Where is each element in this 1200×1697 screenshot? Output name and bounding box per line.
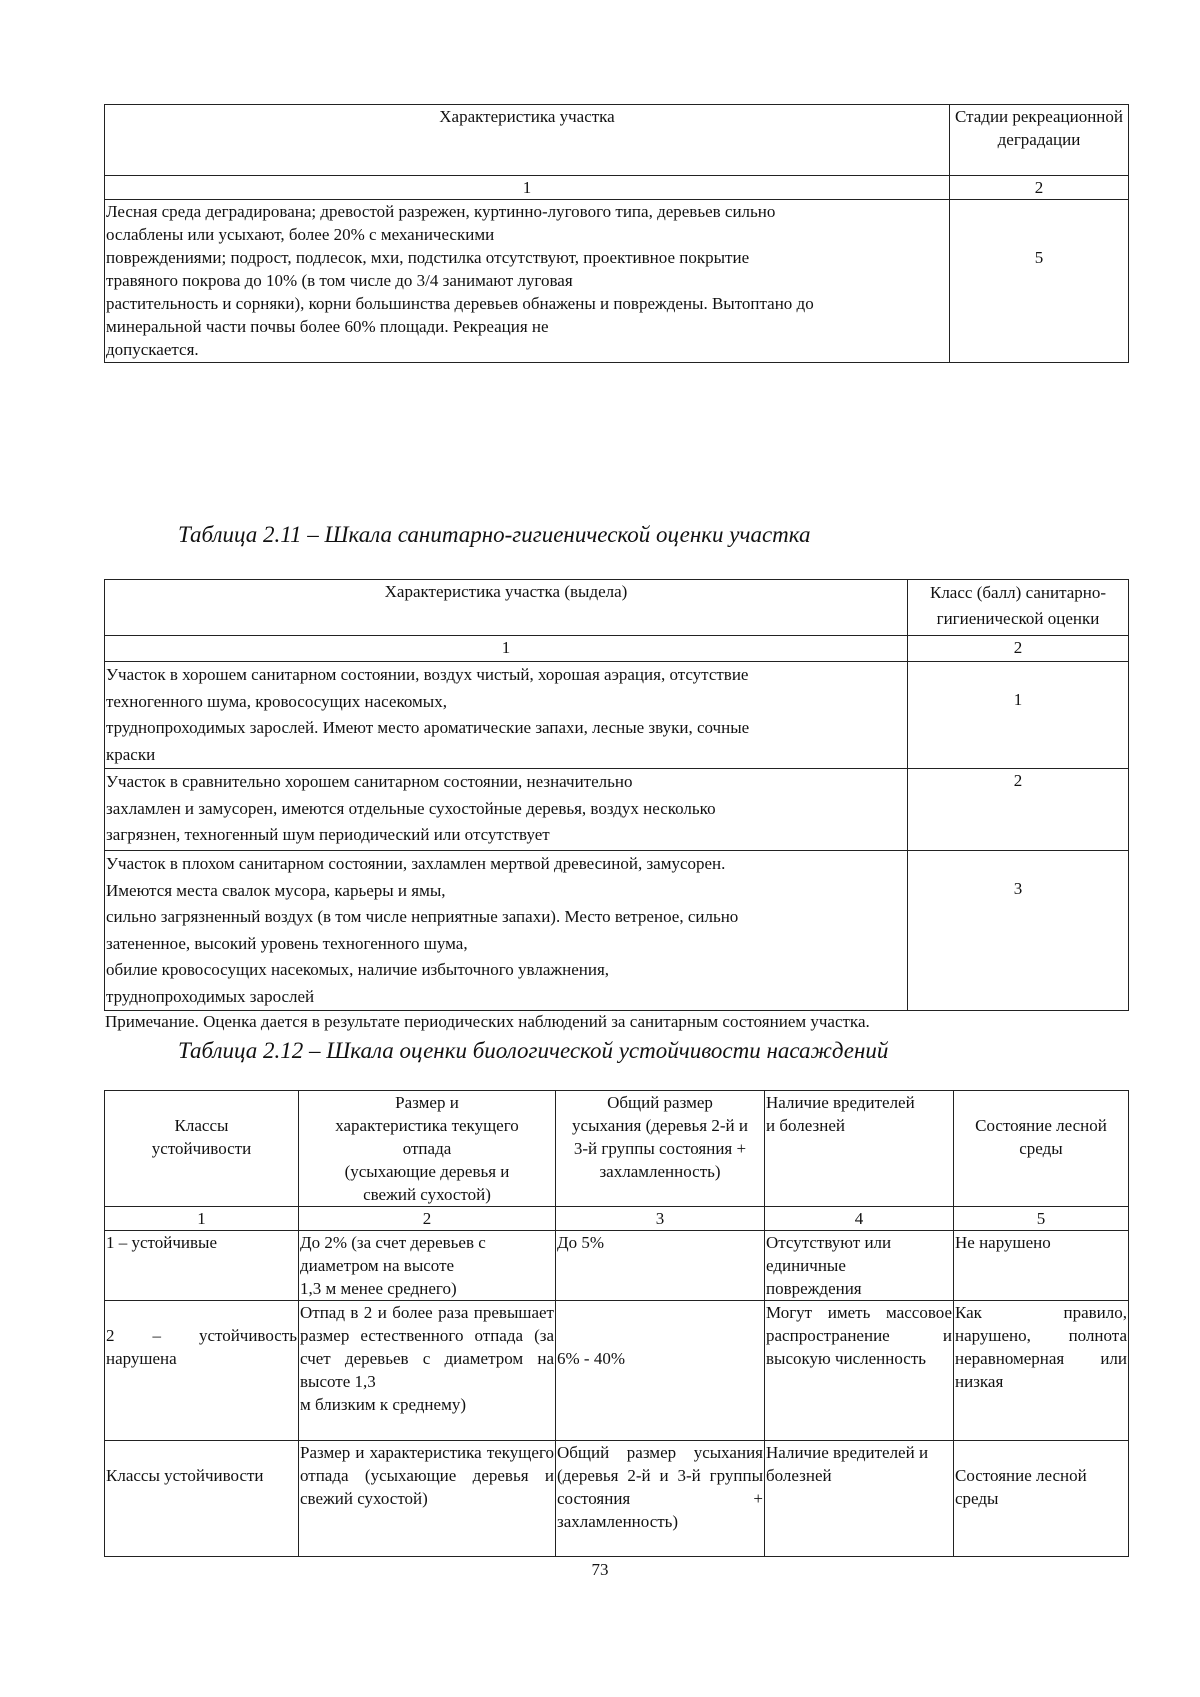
header-total-dieback: Общий размер усыхания (деревья 2-й и 3-й группы состояния + захламленность) [556,1091,765,1207]
table-cell: Не нарушено [954,1231,1129,1301]
header-degradation-stage: Стадии рекреационной деградации [950,105,1129,176]
table-row: Участок в плохом санитарном состоянии, захламлен мертвой древесиной, замусорен. Имеются места свалок мусора, карьеры и ямы, сильно загрязненный воздух (в том числе неприятные запахи). Место ветреное, сильно затененное, высокий уровень техногенного шума, обилие кровососущих насекомых, наличие избыточного увлажнения, труднопроходимых зарослей [105,851,908,1011]
header-sanitary-class: Класс (балл) санитарно-гигиенической оценки [908,580,1129,636]
row-stage-value: 5 [950,200,1129,363]
header-pests-diseases: Наличие вредителей и болезней [765,1091,954,1207]
header-characteristic: Характеристика участка [105,105,950,176]
column-number: 4 [765,1207,954,1231]
table-cell: Размер и характеристика текущего отпада (усыхающие деревья и свежий сухостой) [299,1441,556,1557]
table-row: Участок в сравнительно хорошем санитарном состоянии, незначительно захламлен и замусорен, имеются отдельные сухостойные деревья, воздух несколько загрязнен, техногенный шум периодический или отсутствует [105,769,908,851]
table-2-12-caption: Таблица 2.12 – Шкала оценки биологической устойчивости насаждений [178,1038,889,1063]
row-class-value: 1 [908,662,1129,769]
table-cell: Общий размер усыхания (деревья 2-й и 3-й группы состояния + захламленность) [556,1441,765,1557]
table-cell: Наличие вредителей и болезней [765,1441,954,1557]
table-cell: До 2% (за счет деревьев с диаметром на высоте 1,3 м менее среднего) [299,1231,556,1301]
header-current-dieback: Размер и характеристика текущего отпада (усыхающие деревья и свежий сухостой) [299,1091,556,1207]
header-stability-class: Классы устойчивости [105,1091,299,1207]
column-number: 5 [954,1207,1129,1231]
row-characteristic: Лесная среда деградирована; древостой разрежен, куртинно-лугового типа, деревьев сильно ослаблены или усыхают, более 20% с механическими повреждениями; подрост, подлесок, мхи, подстилка отсутствуют, проективное покрытие травяного покрова до 10% (в том числе до 3/4 занимают луговая растительность и сорняки), корни большинства деревьев обнажены и повреждены. Вытоптано до минеральной части почвы более 60% площади. Рекреация не допускается. [105,200,950,363]
column-number: 2 [950,176,1129,200]
table-cell: Могут иметь массовое распространение и высокую численность [765,1301,954,1441]
header-characteristic: Характеристика участка (выдела) [105,580,908,636]
table-cell: 1 – устойчивые [105,1231,299,1301]
table-row: Участок в хорошем санитарном состоянии, воздух чистый, хорошая аэрация, отсутствие техногенного шума, кровососущих насекомых, труднопроходимых зарослей. Имеют место ароматические запахи, лесные звуки, сочные краски [105,662,908,769]
table-cell: Классы устойчивости [105,1441,299,1557]
table-note: Примечание. Оценка дается в результате периодических наблюдений за санитарным состоянием участка. [105,1012,870,1031]
page-number: 73 [591,1560,609,1579]
biological-stability-table [104,1090,1129,1557]
column-number: 1 [105,176,950,200]
table-cell: До 5% [556,1231,765,1301]
table-cell: Состояние лесной среды [954,1441,1129,1557]
table-cell: 2 – устойчивость нарушена [105,1301,299,1441]
table-cell: Отсутствуют или единичные повреждения [765,1231,954,1301]
table-cell: Отпад в 2 и более раза превышает размер естественного отпада (за счет деревьев с диаметром на высоте 1,3 м близким к среднему) [299,1301,556,1441]
column-number: 1 [105,1207,299,1231]
table-cell: 6% - 40% [556,1301,765,1441]
recreational-degradation-table [104,104,1129,363]
row-class-value: 2 [908,769,1129,851]
column-number: 2 [299,1207,556,1231]
table-cell: Как правило, нарушено, полнота неравномерная или низкая [954,1301,1129,1441]
sanitary-hygienic-table [104,579,1129,1011]
column-number: 2 [908,636,1129,662]
column-number: 3 [556,1207,765,1231]
column-number: 1 [105,636,908,662]
header-forest-environment: Состояние лесной среды [954,1091,1129,1207]
table-2-11-caption: Таблица 2.11 – Шкала санитарно-гигиенической оценки участка [178,522,811,547]
row-class-value: 3 [908,851,1129,1011]
